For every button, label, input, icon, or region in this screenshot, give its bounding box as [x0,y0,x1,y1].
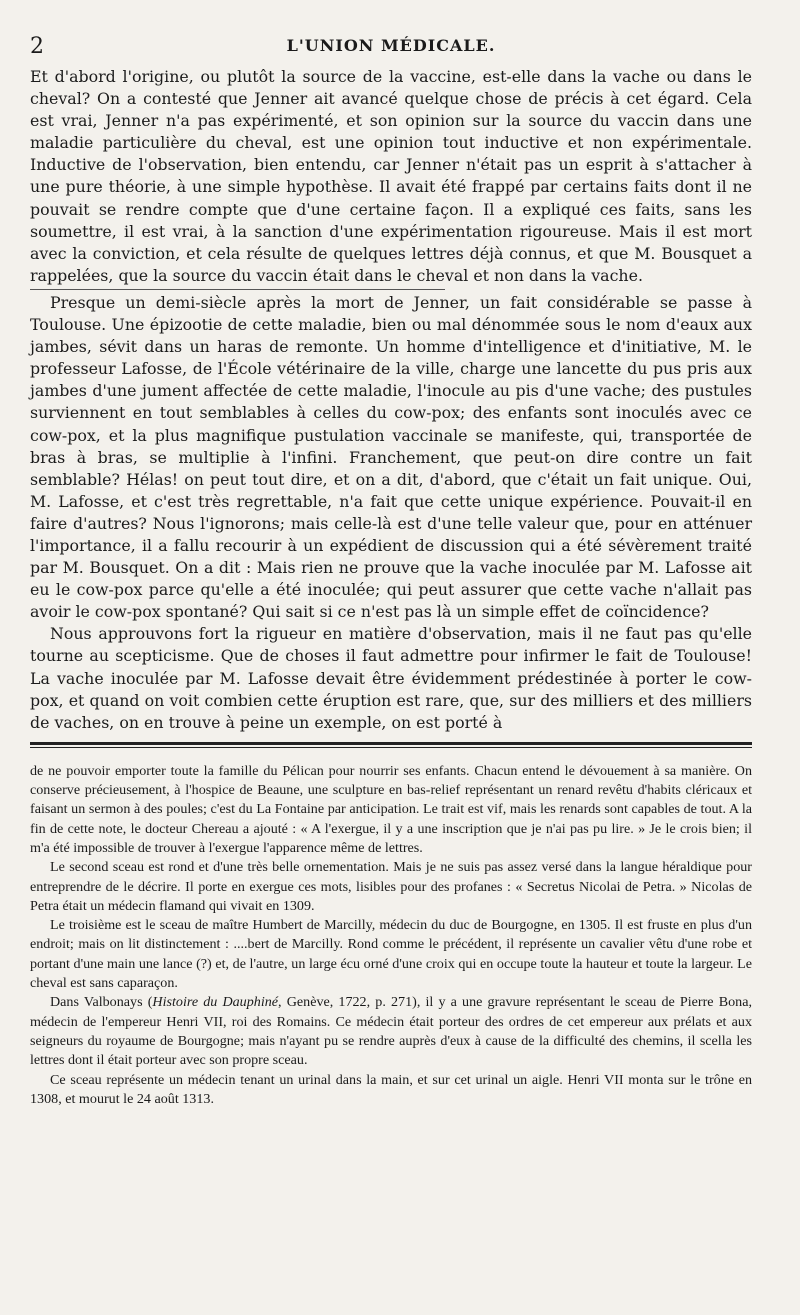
valbonays-before: Dans Valbonays ( [50,994,153,1011]
valbonays-book-title: Histoire du Dauphiné [152,994,279,1011]
footnote-separator-thin [30,747,752,748]
page-header [30,22,752,59]
page-number: 2 [30,34,44,59]
footnotes [30,762,752,1109]
footnote-paragraph-valbonays [30,993,752,1070]
footnote-paragraph-4: Ce sceau représente un médecin tenant un urinal dans la main, et sur cet urinal un aigle. Henri VII monta sur le trône en 1308, et mourut le 24 août 1313. [30,1071,752,1107]
footnote-paragraph-2: Le second sceau est rond et d'une très belle ornementation. Mais je ne suis pas assez versé dans la langue héraldique pour entreprendre de le décrire. Il porte en exergue ces mots, lisibles pour des profanes : « Secretus Nicolai de Petra. » Nicolas de Petra était un médecin flamand qui vivait en 1309. [30,859,752,914]
paragraph-separator [30,289,445,290]
main-paragraph-2: Presque un demi-siècle après la mort de Jenner, un fait considérable se passe à Toulouse. Une épizootie de cette maladie, bien ou mal dénommée sous le nom d'eaux aux jambes, sévit dans un haras de remonte. Un homme d'intelligence et d'initiative, M. le professeur Lafosse, de l'École vétérinaire de la ville, charge une lancette du pus pris aux jambes d'une jument affectée de cette maladie, l'inocule au pis d'une vache; des pustules surviennent en tout semblables à celles du cow-pox; des enfants sont inoculés avec ce cow-pox, et la plus magnifique pustulation vaccinale se manifeste, qui, transportée de bras à bras, se multiplie à l'infini. Franchement, que peut-on dire contre un fait semblable? Hélas! on peut tout dire, et on a dit, d'abord, que c'était un fait unique. Oui, M. Lafosse, et c'est très regrettable, n'a fait que cette unique expérience. Pouvait-il en faire d'autres? Nous l'ignorons; mais celle-là est d'une telle valeur que, pour en atténuer l'importance, il a fallu recourir à un expédient de discussion qui a été sévèrement traité par M. Bousquet. On a dit : Mais rien ne prouve que la vache inoculée par M. Lafosse ait eu le cow-pox parce qu'elle a été inoculée; qui peut assurer que cette vache n'allait pas avoir le cow-pox spontané? Qui sait si ce n'est pas là un simple effet de coïncidence? [30,292,752,622]
footnote-paragraph-1: de ne pouvoir emporter toute la famille du Pélican pour nourrir ses enfants. Chacun entend le dévouement à sa manière. On conserve précieusement, à l'hospice de Beaune, une sculpture en bas-relief représentant un renard revêtu d'habits cléricaux et faisant un sermon à des poules; c'est du La Fontaine par anticipation. Le trait est vif, mais les renards sont capables de tout. A la fin de cette note, le docteur Chereau a ajouté : « A l'exergue, il y a une inscription que je n'ai pas pu lire. » Je le crois bien; il m'a été impossible de trouver à l'exergue l'apparence même de lettres. [30,762,752,856]
main-paragraph-1: Et d'abord l'origine, ou plutôt la source de la vaccine, est-elle dans la vache ou dans le cheval? On a contesté que Jenner ait avancé quelque chose de précis à cet égard. Cela est vrai, Jenner n'a pas expérimenté, et son opinion sur la source du vaccin dans une maladie particulière du cheval, est une opinion tout inductive et non expérimentale. Inductive de l'observation, bien entendu, car Jenner n'était pas un esprit à s'attacher à une pure théorie, à une simple hypothèse. Il avait été frappé par certains faits dont il ne pouvait se rendre compte que d'une certaine façon. Il a expliqué ces faits, sans les soumettre, il est vrai, à la sanction d'une expérimentation rigoureuse. Mais il est mort avec la conviction, et cela résulte de quelques lettres déjà connus, et que M. Bousquet a rappelées, que la source du vaccin était dans le cheval et non dans la vache. [30,67,752,285]
main-text [30,66,752,734]
footnote-separator-thick [30,742,752,745]
footnote-paragraph-3: Le troisième est le sceau de maître Humbert de Marcilly, médecin du duc de Bourgogne, en 1305. Il est fruste en plus d'un endroit; mais on lit distinctement : ....bert de Marcilly. Rond comme le précédent, il représente un cavalier vêtu d'une robe et portant d'une main une lance (?) et, de l'autre, un large écu orné d'une croix qui en occupe toute la hauteur et toute la largeur. Le cheval est sans caparaçon. [30,917,752,992]
running-title: L'UNION MÉDICALE. [286,36,496,55]
main-paragraph-3: Nous approuvons fort la rigueur en matière d'observation, mais il ne faut pas qu'elle tourne au scepticisme. Que de choses il faut admettre pour infirmer le fait de Toulouse! La vache inoculée par M. Lafosse devait être évidemment prédestinée à porter le cow-pox, et quand on voit combien cette éruption est rare, que, sur des milliers et des milliers de vaches, on en trouve à peine un exemple, on est porté à [30,624,752,732]
valbonays-after: , Genève, 1722, p. 271), il y a une gravure représentant le sceau de Pierre Bona, médecin de l'empereur Henri VII, roi des Romains. Ce médecin était porteur des ordres de cet empereur aux prélats et aux seigneurs du royaume de Bourgogne; mais n'ayant pu se rendre auprès d'eux à cause de la difficulté des chemins, il scella les lettres dont il était porteur avec son propre sceau. [30,994,752,1069]
